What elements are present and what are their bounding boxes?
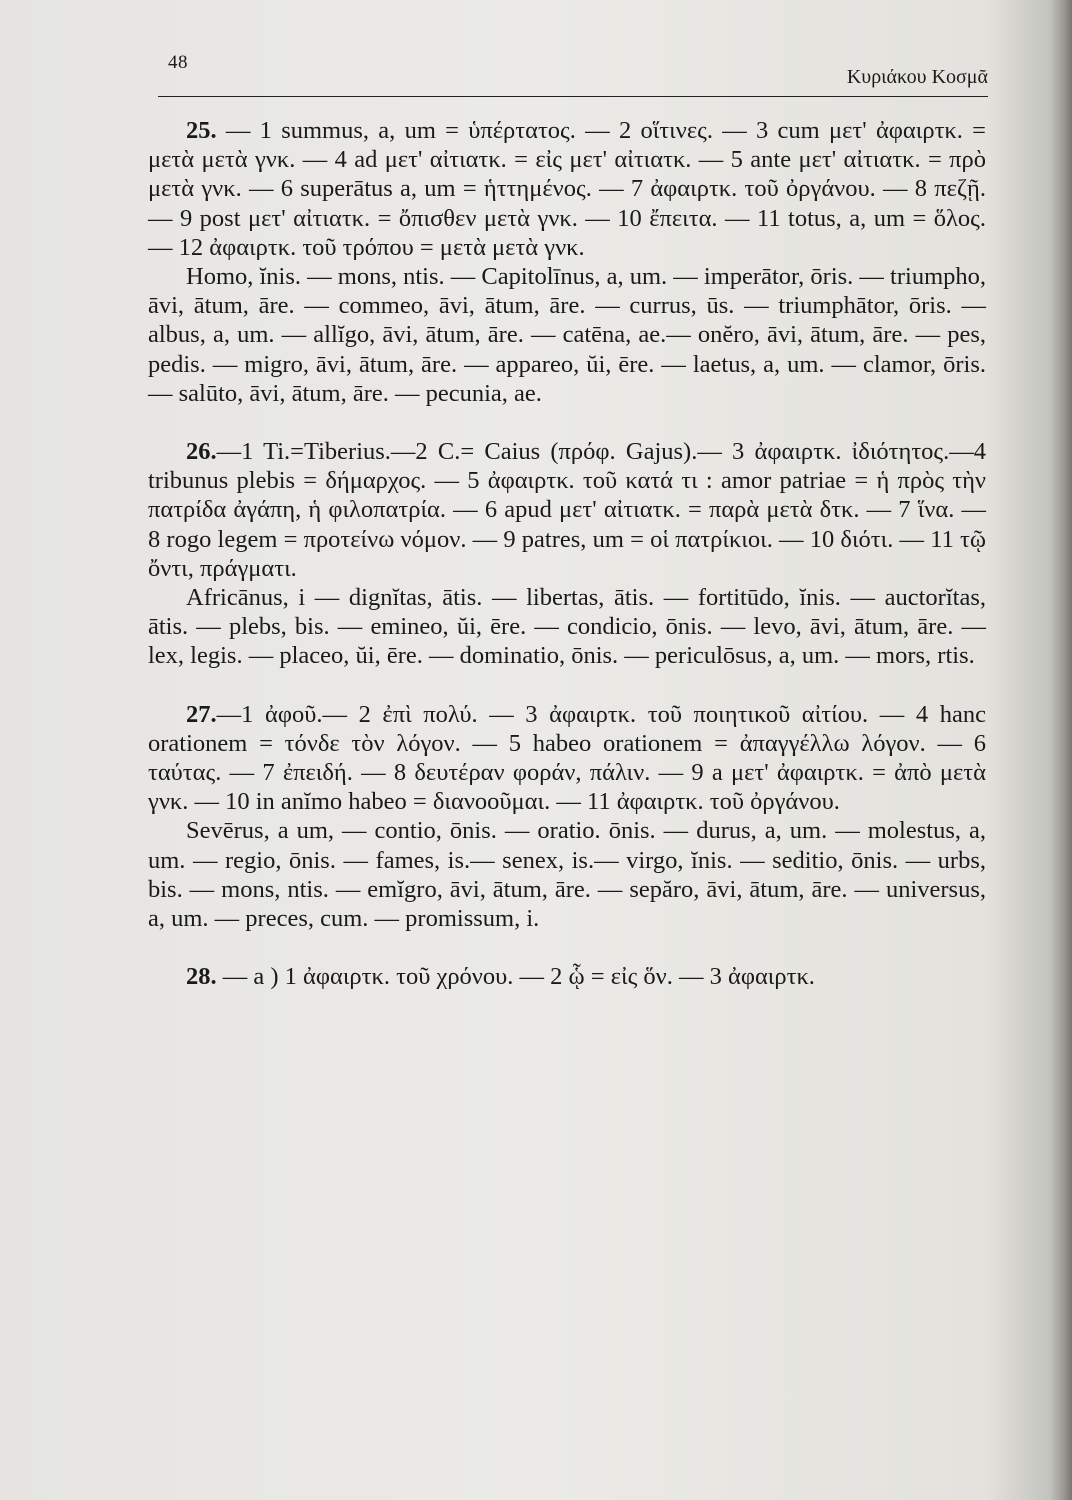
page-number: 48	[168, 52, 188, 73]
section-notes-text: —1 Ti.=Tiberius.—2 C.= Caius (πρόφ. Gajus).— 3 ἀφαιρτκ. ἰδιότητος.—4 tribunus plebis = δήμαρχος. — 5 ἀφαιρτκ. τοῦ κατά τι : amor patriae = ἡ πρὸς τὴν πατρίδα ἀγάπη, ἡ φιλοπατρία. — 6 apud μετ' αἰτιατκ. = παρὰ μετὰ δτκ. — 7 ἵνα. — 8 rogo legem = προτείνω νόμον. — 9 patres, um = οἱ πατρίκιοι. — 10 διότι. — 11 τῷ ὄντι, πράγματι.	[148, 438, 986, 582]
section-28-notes	[148, 962, 986, 991]
running-head: Κυριάκου Κοσμᾶ	[846, 66, 988, 88]
section-notes-text: — 1 summus, a, um = ὑπέρτατος. — 2 οἵτινες. — 3 cum μετ' ἀφαιρτκ. = μετὰ μετὰ γνκ. — 4 ad μετ' αἰτιατκ. = εἰς μετ' αἰτιατκ. — 5 ante μετ' αἰτιατκ. = πρὸ μετὰ γνκ. — 6 superātus a, um = ἡττημένος. — 7 ἀφαιρτκ. τοῦ ὀργάνου. — 8 πεζῇ. — 9 post μετ' αἰτιατκ. = ὄπισθεν μετὰ γνκ. — 10 ἔπειτα. — 11 totus, a, um = ὅλος. — 12 ἀφαιρτκ. τοῦ τρόπου = μετὰ μετὰ γνκ.	[148, 117, 986, 261]
section-number: 28.	[186, 963, 217, 991]
section-number: 26.	[186, 438, 217, 466]
section-number: 25.	[186, 117, 217, 144]
section-notes-text: — a ) 1 ἀφαιρτκ. τοῦ χρόνου. — 2 ᾧ = εἰς ὅν. — 3 ἀφαιρτκ.	[216, 963, 815, 991]
section-27-vocab: Sevērus, a um, — contio, ōnis. — oratio. ōnis. — durus, a, um. — molestus, a, um. — regio, ōnis. — fames, is.— senex, is.— virgo, ĭnis. — seditio, ōnis. — urbs, bis. — mons, ntis. — emĭgro, āvi, ātum, āre. — sepăro, āvi, ātum, āre. — universus, a, um. — preces, cum. — promissum, i.	[148, 817, 986, 933]
section-gap	[148, 671, 986, 700]
binding-shadow	[1050, 0, 1072, 1500]
section-27-notes	[148, 700, 986, 817]
section-26-notes	[148, 437, 986, 583]
section-25-vocab: Homo, ĭnis. — mons, ntis. — Capitolīnus, a, um. — imperātor, ōris. — triumpho, āvi, ātum, āre. — commeo, āvi, ātum, āre. — currus, ūs. — triumphātor, ōris. — albus, a, um. — allĭgo, āvi, ātum, āre. — catēna, ae.— onĕro, āvi, ātum, āre. — pes, pedis. — migro, āvi, ātum, āre. — appareo, ŭi, ēre. — laetus, a, um. — clamor, ōris.— salūto, āvi, ātum, āre. — pecunia, ae.	[148, 263, 987, 407]
section-gap	[148, 933, 986, 962]
text-block	[148, 116, 986, 991]
section-26-vocab: Africānus, i — dignĭtas, ātis. — libertas, ātis. — fortitūdo, ĭnis. — auctorĭtas, ātis. — plebs, bis. — emineo, ŭi, ēre. — condicio, ōnis. — levo, āvi, ātum, āre. — lex, legis. — placeo, ŭi, ēre. — dominatio, ōnis. — periculōsus, a, um. — mors, rtis.	[148, 584, 986, 670]
section-gap	[148, 408, 986, 437]
section-25-notes	[148, 116, 986, 262]
page-header	[158, 52, 988, 97]
section-number: 27.	[186, 700, 217, 728]
section-notes-text: —1 ἀφοῦ.— 2 ἐπὶ πολύ. — 3 ἀφαιρτκ. τοῦ ποιητικοῦ αἰτίου. — 4 hanc orationem = τόνδε τὸν λόγον. — 5 habeo orationem = ἀπαγγέλλω λόγον. — 6 ταύτας. — 7 ἐπειδή. — 8 δευτέραν φοράν, πάλιν. — 9 a μετ' ἀφαιρτκ. = ἀπὸ μετὰ γνκ. — 10 in anĭmo habeo = διανοοῦμαι. — 11 ἀφαιρτκ. τοῦ ὀργάνου.	[148, 700, 986, 816]
